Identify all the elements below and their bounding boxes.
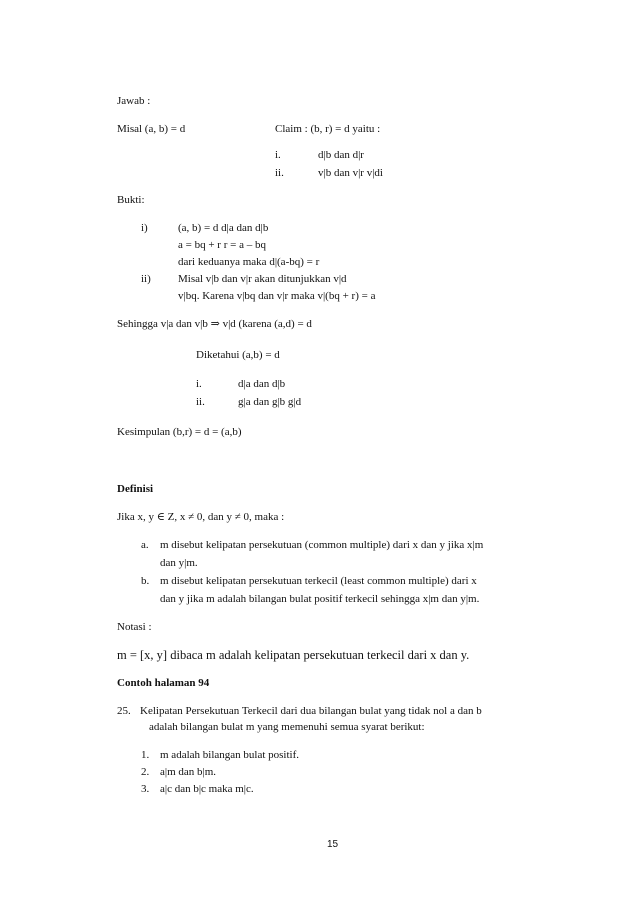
bukti-i-line: (a, b) = d d|a dan d|b [178, 222, 269, 234]
sehingga-line: Sehingga v|a dan v|b ⇒ v|d (karena (a,d) = d [117, 318, 312, 330]
notasi-text: m = [x, y] dibaca m adalah kelipatan persekutuan terkecil dari x dan y. [117, 648, 470, 662]
kesimpulan-line: Kesimpulan (b,r) = d = (a,b) [117, 426, 242, 438]
misal-line: Misal (a, b) = d [117, 123, 186, 135]
contoh-title: Contoh halaman 94 [117, 677, 210, 689]
page-number: 15 [327, 839, 339, 850]
contoh-line: adalah bilangan bulat m yang memenuhi semua syarat berikut: [149, 721, 425, 733]
definisi-a-label: a. [141, 539, 149, 551]
claim-item-text: v|b dan v|r v|di [318, 167, 383, 179]
bukti-ii-line: Misal v|b dan v|r akan ditunjukkan v|d [178, 273, 347, 285]
definisi-a-line: m disebut kelipatan persekutuan (common multiple) dari x dan y jika x|m [160, 539, 484, 551]
diket-item-label: i. [196, 378, 202, 390]
bukti-i-label: i) [141, 222, 148, 234]
contoh-line: Kelipatan Persekutuan Terkecil dari dua bilangan bulat yang tidak nol a dan b [140, 705, 482, 717]
claim-item-label: ii. [275, 167, 284, 179]
bukti-i-line: a = bq + r r = a – bq [178, 239, 266, 251]
definisi-b-label: b. [141, 575, 150, 587]
definisi-intro: Jika x, y ∈ Z, x ≠ 0, dan y ≠ 0, maka : [117, 511, 285, 523]
definisi-b-line: dan y jika m adalah bilangan bulat positif terkecil sehingga x|m dan y|m. [160, 593, 480, 605]
claim-item-label: i. [275, 149, 281, 161]
contoh-item-label: 3. [141, 783, 150, 795]
definisi-b-line: m disebut kelipatan persekutuan terkecil (least common multiple) dari x [160, 575, 477, 587]
contoh-item-text: a|c dan b|c maka m|c. [160, 783, 254, 795]
claim-item-text: d|b dan d|r [318, 149, 364, 161]
jawab-title: Jawab : [117, 95, 151, 107]
bukti-ii-line: v|bq. Karena v|bq dan v|r maka v|(bq + r) = a [178, 290, 376, 302]
diketahui-line: Diketahui (a,b) = d [196, 349, 280, 361]
diket-item-text: d|a dan d|b [238, 378, 286, 390]
diket-item-text: g|a dan g|b g|d [238, 396, 302, 408]
definisi-a-line: dan y|m. [160, 557, 198, 569]
contoh-number: 25. [117, 705, 131, 717]
diket-item-label: ii. [196, 396, 205, 408]
contoh-item-text: m adalah bilangan bulat positif. [160, 749, 299, 761]
bukti-i-line: dari keduanya maka d|(a-bq) = r [178, 256, 320, 268]
notasi-title: Notasi : [117, 621, 152, 633]
bukti-title: Bukti: [117, 194, 145, 206]
bukti-ii-label: ii) [141, 273, 151, 285]
contoh-item-label: 2. [141, 766, 150, 778]
definisi-title: Definisi [117, 483, 154, 495]
contoh-item-text: a|m dan b|m. [160, 766, 217, 778]
claim-line: Claim : (b, r) = d yaitu : [275, 123, 381, 135]
contoh-item-label: 1. [141, 749, 150, 761]
